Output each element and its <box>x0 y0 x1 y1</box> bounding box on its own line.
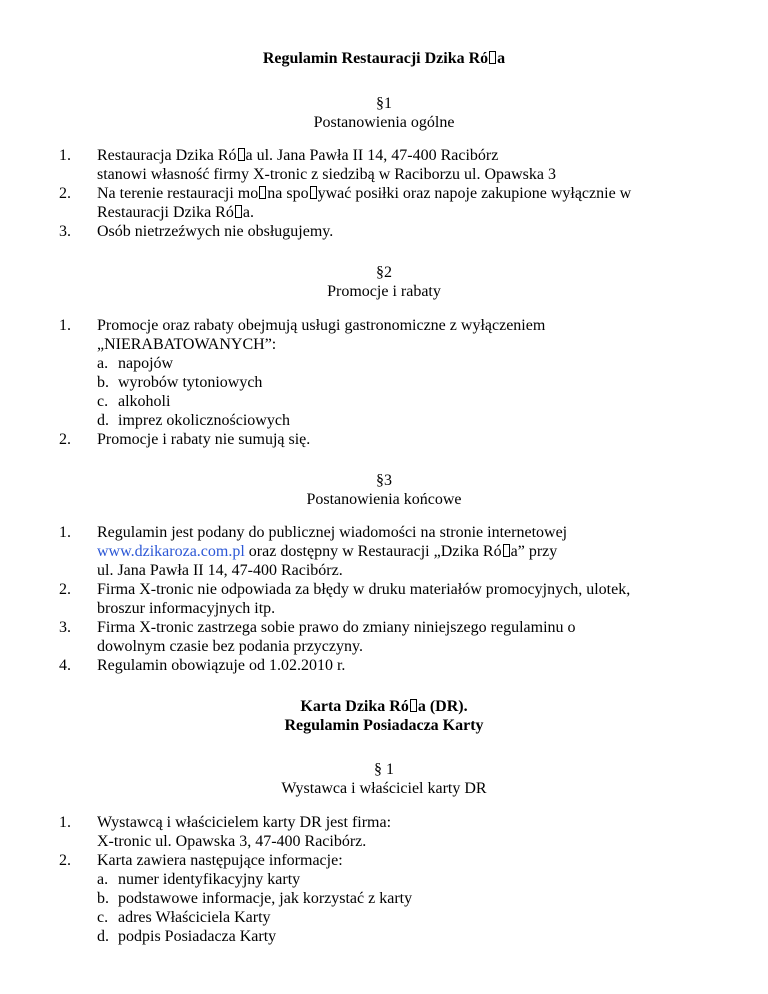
list-item: Na terenie restauracji mo na spo ywać posiłki oraz napoje zakupione wyłącznie w <box>97 185 632 202</box>
sub-list-letter: b. <box>97 374 109 391</box>
missing-glyph-box <box>310 186 317 199</box>
document-title: Regulamin Restauracji Dzika Ró a <box>262 50 506 67</box>
list-item: Osób nietrzeźwych nie obsługujemy. <box>97 223 334 240</box>
list-item: Promocje i rabaty nie sumują się. <box>97 431 311 448</box>
list-item: Firma X-tronic zastrzega sobie prawo do zmiany niniejszego regulaminu o <box>97 619 576 636</box>
sub-list-letter: a. <box>97 355 109 372</box>
list-item-continuation: X-tronic ul. Opawska 3, 47-400 Racibórz. <box>97 833 367 850</box>
card-section-heading: Wystawca i właściciel karty DR <box>281 780 487 797</box>
missing-glyph-box <box>235 205 242 218</box>
card-subtitle: Regulamin Posiadacza Karty <box>284 717 484 734</box>
list-item-continuation: ul. Jana Pawła II 14, 47-400 Racibórz. <box>97 562 343 579</box>
website-link[interactable]: www.dzikaroza.com.pl <box>97 543 245 560</box>
missing-glyph-box <box>489 51 496 64</box>
sub-list-item: imprez okolicznościowych <box>118 412 290 429</box>
sub-list-item: podpis Posiadacza Karty <box>118 928 277 945</box>
sub-list-item: alkoholi <box>118 393 171 410</box>
list-number: 3. <box>59 619 71 636</box>
missing-glyph-box <box>259 186 266 199</box>
sub-list-item: numer identyfikacyjny karty <box>118 871 301 888</box>
list-item: Wystawcą i właścicielem karty DR jest firma: <box>97 814 392 831</box>
section-2-heading: Promocje i rabaty <box>327 283 441 300</box>
card-title: Karta Dzika Ró a (DR). <box>300 698 468 715</box>
sub-list-item: adres Właściciela Karty <box>118 909 271 926</box>
list-item-continuation: broszur informacyjnych itp. <box>97 600 276 617</box>
sub-list-item: napojów <box>118 355 174 372</box>
sub-list-item: podstawowe informacje, jak korzystać z karty <box>118 890 413 907</box>
list-item: Karta zawiera następujące informacje: <box>97 852 343 869</box>
sub-list-item: wyrobów tytoniowych <box>118 374 263 391</box>
section-3-heading: Postanowienia końcowe <box>306 491 462 508</box>
missing-glyph-box <box>503 544 510 557</box>
sub-list-letter: c. <box>97 393 109 410</box>
section-2-number: §2 <box>376 264 392 281</box>
section-1-number: §1 <box>376 95 392 112</box>
card-section-number: § 1 <box>374 761 394 778</box>
list-item: Promocje oraz rabaty obejmują usługi gastronomiczne z wyłączeniem <box>97 317 546 334</box>
missing-glyph-box <box>238 148 245 161</box>
list-number: 3. <box>59 223 71 240</box>
list-item-continuation <box>97 542 557 561</box>
list-item-continuation: stanowi własność firmy X-tronic z siedzibą w Raciborzu ul. Opawska 3 <box>97 166 556 183</box>
list-item-continuation: „NIERABATOWANYCH”: <box>97 336 277 353</box>
list-item-continuation: dowolnym czasie bez podania przyczyny. <box>97 638 363 655</box>
list-item-continuation: Restauracji Dzika Ró a. <box>97 204 254 221</box>
list-item: Restauracja Dzika Ró a ul. Jana Pawła II 14, 47-400 Racibórz <box>97 147 499 164</box>
list-number: 2. <box>59 185 71 202</box>
sub-list-letter: d. <box>97 928 109 945</box>
missing-glyph-box <box>410 699 417 712</box>
list-number: 1. <box>59 524 71 541</box>
list-number: 2. <box>59 581 71 598</box>
list-item: Regulamin jest podany do publicznej wiadomości na stronie internetowej <box>97 524 568 541</box>
list-item: Firma X-tronic nie odpowiada za błędy w druku materiałów promocyjnych, ulotek, <box>97 581 631 598</box>
list-number: 2. <box>59 852 71 869</box>
list-number: 1. <box>59 814 71 831</box>
sub-list-letter: b. <box>97 890 109 907</box>
list-number: 1. <box>59 317 71 334</box>
section-1-heading: Postanowienia ogólne <box>313 114 455 131</box>
section-3-number: §3 <box>376 472 392 489</box>
list-item: Regulamin obowiązuje od 1.02.2010 r. <box>97 657 346 674</box>
list-number: 4. <box>59 657 71 674</box>
sub-list-letter: d. <box>97 412 109 429</box>
list-number: 1. <box>59 147 71 164</box>
sub-list-letter: a. <box>97 871 109 888</box>
sub-list-letter: c. <box>97 909 109 926</box>
list-item-text: oraz dostępny w Restauracji „Dzika Ró a” przy <box>244 543 558 560</box>
list-number: 2. <box>59 431 71 448</box>
